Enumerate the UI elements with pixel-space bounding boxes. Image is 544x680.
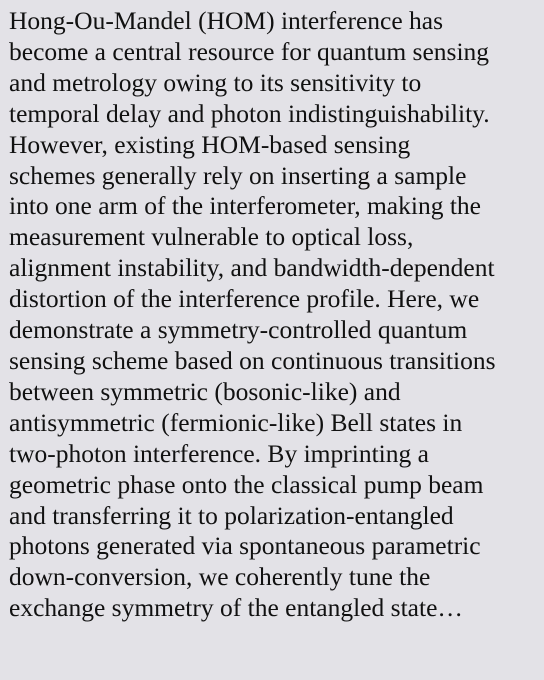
abstract-line: down-conversion, we coherently tune the (9, 562, 431, 592)
abstract-line: schemes generally rely on inserting a sample (9, 160, 467, 190)
abstract-line: Hong-Ou-Mandel (HOM) interference has (9, 6, 444, 35)
abstract-line: and metrology owing to its sensitivity to (9, 67, 422, 97)
abstract-line: between symmetric (bosonic-like) and (9, 376, 401, 406)
abstract-line: distortion of the interference profile. Here, we (9, 284, 480, 314)
abstract-line: become a central resource for quantum sensing (9, 36, 490, 66)
abstract-line: geometric phase onto the classical pump beam (9, 469, 484, 499)
abstract-line: measurement vulnerable to optical loss, (9, 222, 414, 252)
abstract-line: sensing scheme based on continuous transitions (9, 345, 496, 375)
abstract-text (9, 6, 539, 624)
abstract-line: antisymmetric (fermionic-like) Bell states in (9, 407, 463, 437)
abstract-line: temporal delay and photon indistinguishability. (9, 98, 490, 128)
abstract-line: two-photon interference. By imprinting a (9, 438, 429, 468)
abstract-line: photons generated via spontaneous parametric (9, 531, 481, 561)
abstract-line: alignment instability, and bandwidth-dependent (9, 253, 495, 283)
abstract-line: into one arm of the interferometer, making the (9, 191, 481, 221)
abstract-line: exchange symmetry of the entangled state… (9, 593, 463, 623)
abstract-line: and transferring it to polarization-entangled (9, 500, 454, 530)
abstract-line: However, existing HOM-based sensing (9, 129, 411, 159)
abstract-line: demonstrate a symmetry-controlled quantum (9, 315, 468, 345)
